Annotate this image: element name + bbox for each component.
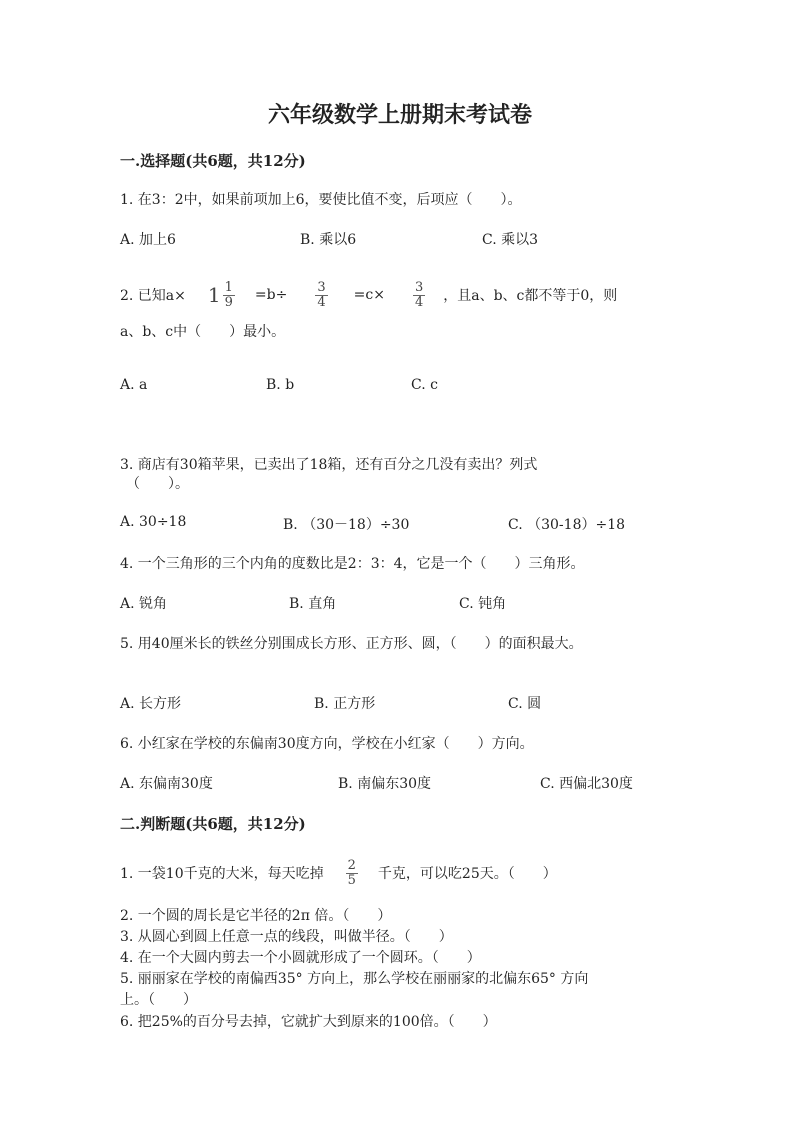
q3-option-c: C. （30-18）÷18 <box>508 517 626 533</box>
q2-mixed-number <box>208 281 235 309</box>
q2-option-b: B. b <box>266 377 295 393</box>
q2-part-d: ，且a、b、c都不等于0，则 <box>443 288 618 304</box>
j1-fraction-denominator: 5 <box>347 872 356 888</box>
q2-fraction-1 <box>315 281 327 309</box>
q4-option-b: B. 直角 <box>289 596 337 612</box>
judgment-3: 3. 从圆心到圆上任意一点的线段，叫做半径。（ ） <box>120 929 453 945</box>
question-3-line-2: （ ）。 <box>126 476 189 492</box>
section-1-heading: 一.选择题(共6题，共12分) <box>120 152 306 170</box>
question-2-line-2: a、b、c中（ ）最小。 <box>120 324 286 340</box>
q2-option-a: A. a <box>120 377 148 393</box>
judgment-4: 4. 在一个大圆内剪去一个小圆就形成了一个圆环。（ ） <box>120 950 481 966</box>
q4-option-c: C. 钝角 <box>459 596 507 612</box>
q2-fraction-1-denominator: 4 <box>317 294 326 310</box>
q4-option-a: A. 锐角 <box>120 596 168 612</box>
section-2-heading: 二.判断题(共6题，共12分) <box>120 815 306 833</box>
q2-mixed-fraction <box>223 281 235 309</box>
q2-fraction-2-numerator: 3 <box>414 279 424 295</box>
q2-fraction-2 <box>413 281 425 309</box>
judgment-2: 2. 一个圆的周长是它半径的2π 倍。（ ） <box>120 908 392 924</box>
q2-mixed-denominator: 9 <box>224 294 233 310</box>
q2-fraction-2-denominator: 4 <box>414 294 424 310</box>
page-title: 六年级数学上册期末考试卷 <box>267 102 532 128</box>
q2-part-a: 2. 已知a× <box>120 288 186 304</box>
judgment-1 <box>120 853 557 893</box>
j1-fraction-numerator: 2 <box>347 857 356 873</box>
q1-option-c: C. 乘以3 <box>482 232 539 248</box>
q5-option-b: B. 正方形 <box>314 696 376 712</box>
q3-option-b: B. （30－18）÷30 <box>283 517 410 533</box>
q1-option-b: B. 乘以6 <box>300 232 357 248</box>
j1-part-b: 千克，可以吃25天。（ ） <box>377 866 557 882</box>
question-5: 5. 用40厘米长的铁丝分别围成长方形、正方形、圆，（ ）的面积最大。 <box>120 636 583 652</box>
question-6: 6. 小红家在学校的东偏南30度方向，学校在小红家（ ）方向。 <box>120 736 534 752</box>
q5-option-c: C. 圆 <box>508 696 542 712</box>
q2-fraction-1-numerator: 3 <box>317 279 326 295</box>
j1-part-a: 1. 一袋10千克的大米，每天吃掉 <box>120 866 324 882</box>
judgment-5: 5. 丽丽家在学校的南偏西35° 方向上，那么学校在丽丽家的北偏东65° 方向 <box>120 971 589 987</box>
q2-part-c: =c× <box>353 287 385 303</box>
q6-option-a: A. 东偏南30度 <box>120 776 213 792</box>
q6-option-b: B. 南偏东30度 <box>338 776 432 792</box>
q5-option-a: A. 长方形 <box>120 696 182 712</box>
question-1: 1. 在3：2中，如果前项加上6，要使比值不变，后项应（ ）。 <box>120 192 522 208</box>
q2-option-c: C. c <box>411 377 438 393</box>
question-4: 4. 一个三角形的三个内角的度数比是2：3：4，它是一个（ ）三角形。 <box>120 556 585 572</box>
judgment-6: 6. 把25%的百分号去掉，它就扩大到原来的100倍。（ ） <box>120 1014 497 1030</box>
q2-part-b: =b÷ <box>254 287 288 303</box>
question-2 <box>120 275 617 315</box>
q2-mixed-numerator: 1 <box>224 279 233 295</box>
judgment-5-line-2: 上。（ ） <box>120 992 197 1008</box>
q1-option-a: A. 加上6 <box>120 232 176 248</box>
q2-mixed-whole: 1 <box>207 283 221 307</box>
question-3: 3. 商店有30箱苹果，已卖出了18箱，还有百分之几没有卖出？列式 <box>120 457 538 473</box>
q3-option-a: A. 30÷18 <box>120 514 187 530</box>
j1-fraction <box>346 859 358 887</box>
q6-option-c: C. 西偏北30度 <box>540 776 633 792</box>
